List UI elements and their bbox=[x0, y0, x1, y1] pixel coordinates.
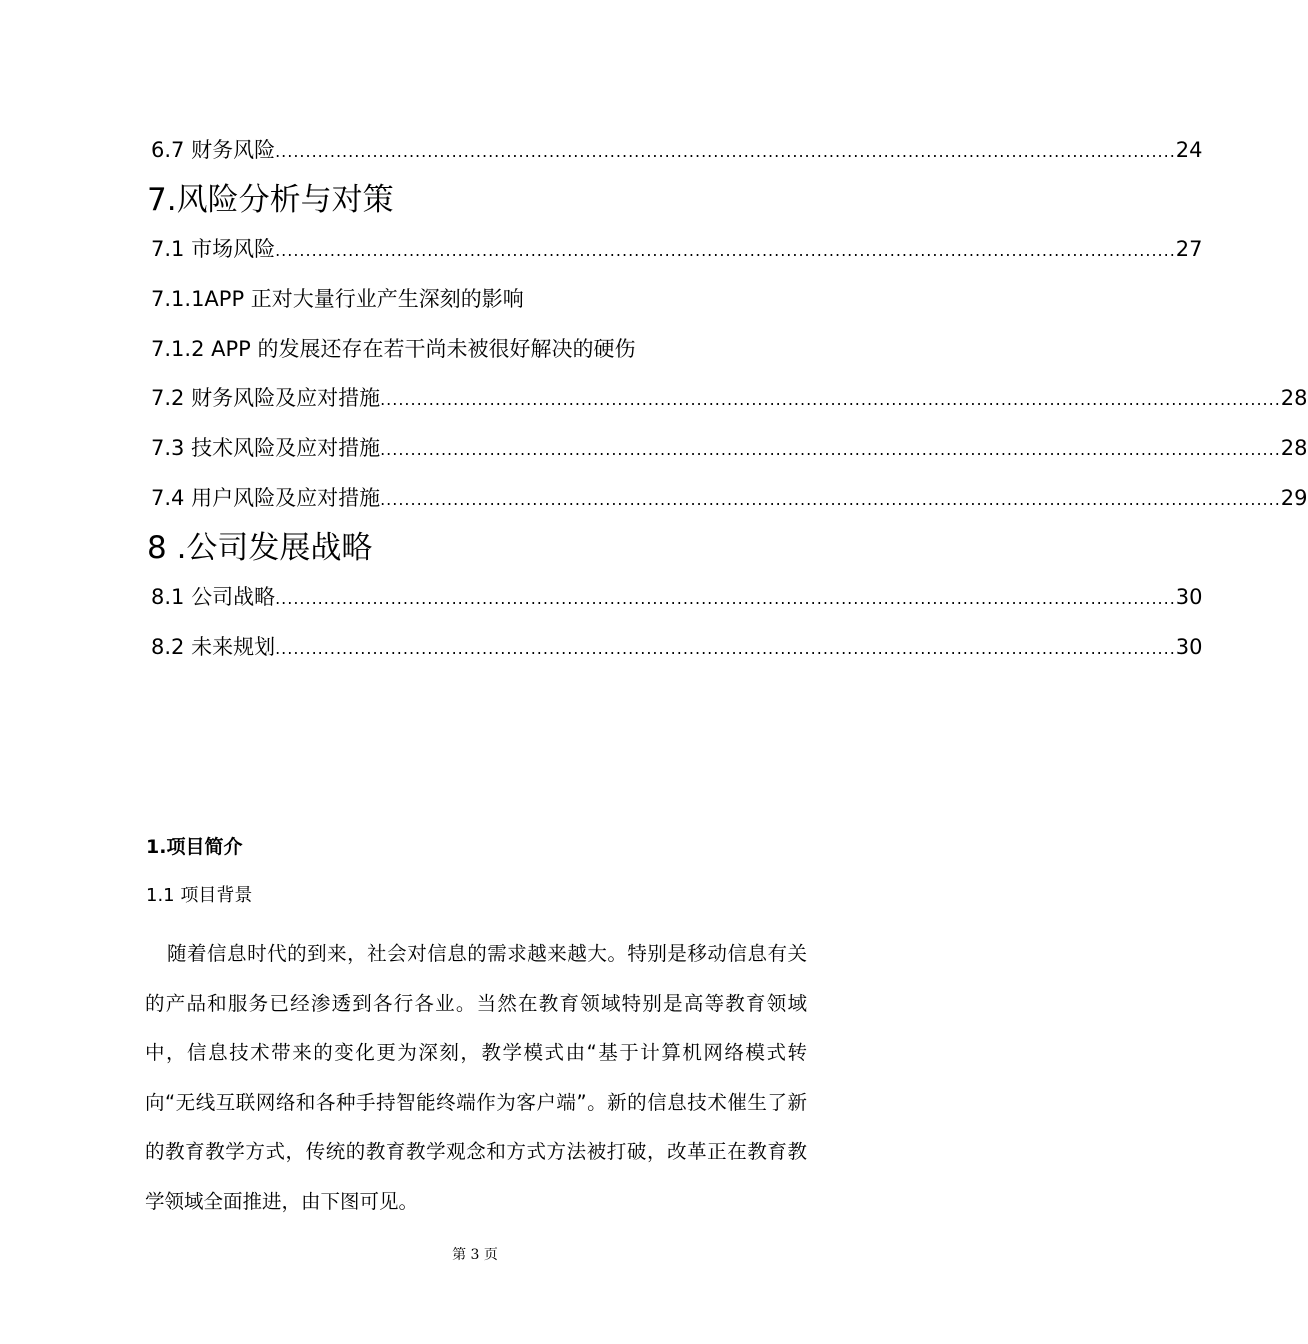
toc-entry[interactable] bbox=[151, 632, 1203, 664]
toc-subentry[interactable]: 7.1.1APP 正对大量行业产生深刻的影响 bbox=[151, 287, 524, 311]
section-title: 1.项目简介 bbox=[146, 836, 243, 858]
toc-page-number: 30 bbox=[1175, 635, 1203, 659]
toc-subentry[interactable]: 7.1.2 APP 的发展还存在若干尚未被很好解决的硬伤 bbox=[151, 337, 636, 361]
toc-entry[interactable] bbox=[151, 433, 1308, 465]
toc-entry-label: 7.1 市场风险 bbox=[151, 237, 276, 261]
toc-dot-leader: .................................................................................................................................................... bbox=[275, 142, 1176, 161]
toc-page-number: 29 bbox=[1280, 486, 1308, 510]
toc-page-number: 27 bbox=[1175, 237, 1203, 261]
toc-page-number: 30 bbox=[1175, 585, 1203, 609]
toc-dot-leader: .................................................................................................................................................... bbox=[275, 241, 1176, 260]
toc-entry-label: 7.3 技术风险及应对措施 bbox=[151, 436, 381, 460]
toc-entry-label: 6.7 财务风险 bbox=[151, 138, 276, 162]
toc-entry[interactable] bbox=[151, 483, 1308, 515]
subsection-title: 1.1 项目背景 bbox=[146, 885, 253, 906]
toc-entry-label: 7.2 财务风险及应对措施 bbox=[151, 386, 381, 410]
toc-entry[interactable] bbox=[151, 383, 1308, 415]
toc-dot-leader: .................................................................................................................................................... bbox=[380, 490, 1281, 509]
toc-dot-leader: .................................................................................................................................................... bbox=[275, 589, 1176, 608]
toc-chapter-heading[interactable]: 8 .公司发展战略 bbox=[147, 530, 373, 566]
body-paragraph: 随着信息时代的到来，社会对信息的需求越来越大。特别是移动信息有关的产品和服务已经渗透到各行各业。当然在教育领域特别是高等教育领域中，信息技术带来的变化更为深刻，教学模式由“基于计算机网络模式转向“无线互联网络和各种手持智能终端作为客户端”。新的信息技术催生了新的教育教学方式，传统的教育教学观念和方式方法被打破，改革正在教育教学领域全面推进，由下图可见。 bbox=[145, 942, 807, 1213]
toc-chapter-heading[interactable]: 7.风险分析与对策 bbox=[147, 182, 394, 218]
toc-entry[interactable] bbox=[151, 582, 1203, 614]
toc-entry-label: 8.1 公司战略 bbox=[151, 585, 276, 609]
toc-entry-label: 8.2 未来规划 bbox=[151, 635, 276, 659]
toc-dot-leader: .................................................................................................................................................... bbox=[380, 440, 1281, 459]
toc-entry-label: 7.4 用户风险及应对措施 bbox=[151, 486, 381, 510]
toc-dot-leader: .................................................................................................................................................... bbox=[380, 390, 1281, 409]
toc-page-number: 28 bbox=[1280, 436, 1308, 460]
toc-page-number: 24 bbox=[1175, 138, 1203, 162]
toc-page-number: 28 bbox=[1280, 386, 1308, 410]
toc-entry[interactable] bbox=[151, 135, 1203, 167]
toc-dot-leader: .................................................................................................................................................... bbox=[275, 639, 1176, 658]
toc-entry[interactable] bbox=[151, 234, 1203, 266]
page-footer: 第 3 页 bbox=[452, 1247, 498, 1263]
